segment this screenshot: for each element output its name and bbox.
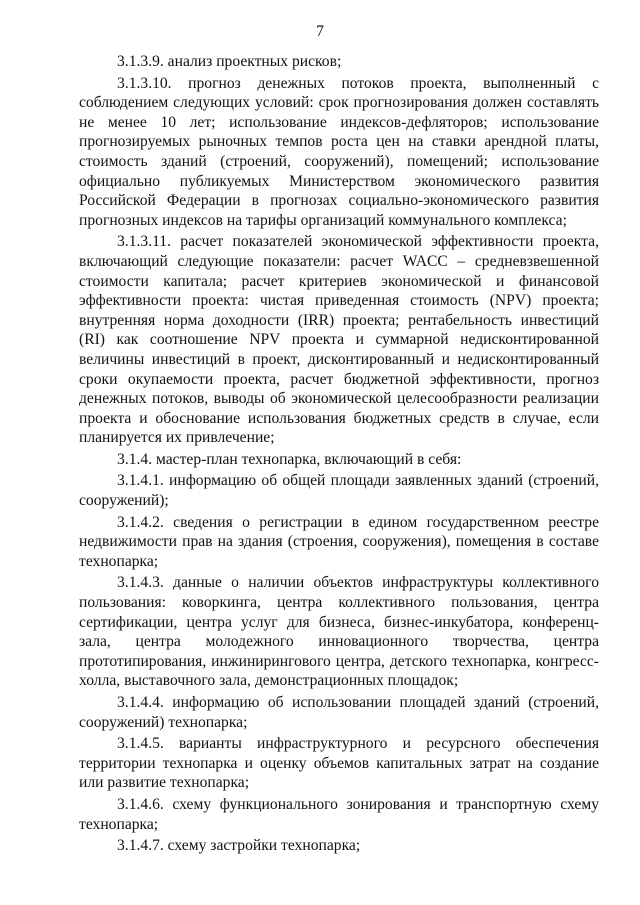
- paragraph-3-1-3-11: 3.1.3.11. расчет показателей экономической эффективности проекта, включающий следующие показатели: расчет WACC – средневзвешенной стоимости капитала; расчет критериев экономической и финансовой эффективности проекта: чистая приведенная стоимость (NPV) проекта; внутренняя норма доходности (IRR) проекта; рентабельность инвестиций (RI) как соотношение NPV проекта и суммарной недисконтированной величины инвестиций в проект, дисконтированный и недисконтированный сроки окупаемости проекта, расчет бюджетной эффективности, прогноз денежных потоков, выводы об экономической целесообразности реализации проекта и обоснование использования бюджетных средств в случае, если планируется их привлечение;: [79, 233, 599, 447]
- paragraph-3-1-4-3: 3.1.4.3. данные о наличии объектов инфраструктуры коллективного пользования: коворкинга, центра коллективного пользования, центра сертификации, центра услуг для бизнеса, бизнес-инкубатора, конференц-зала, центра молодежного инновационного творчества, центра прототипирования, инжинирингового центра, детского технопарка, конгресс-холла, выставочного зала, демонстрационных площадок;: [79, 574, 599, 690]
- page-number: 7: [316, 23, 324, 40]
- document-body: [79, 52, 599, 858]
- paragraph-3-1-4-1: 3.1.4.1. информацию об общей площади заявленных зданий (строений, сооружений);: [79, 472, 599, 510]
- paragraph-3-1-4-6: 3.1.4.6. схему функционального зонирования и транспортную схему технопарка;: [79, 795, 599, 833]
- paragraph-3-1-4-4: 3.1.4.4. информацию об использовании площадей зданий (строений, сооружений) технопарка;: [79, 694, 599, 731]
- paragraph-3-1-4-7: 3.1.4.7. схему застройки технопарка;: [117, 837, 361, 855]
- paragraph-3-1-4-5: 3.1.4.5. варианты инфраструктурного и ресурсного обеспечения территории технопарка и оценку объемов капитальных затрат на создание или развитие технопарка;: [79, 735, 599, 792]
- paragraph-3-1-3-10: 3.1.3.10. прогноз денежных потоков проекта, выполненный с соблюдением следующих условий: срок прогнозирования должен составлять не менее 10 лет; использование индексов-дефляторов; использование прогнозируемых рыночных темпов роста цен на ставки арендной платы, стоимость зданий (строений, сооружений), помещений; использование официально публикуемых Министерством экономического развития Российской Федерации в прогнозах социально-экономического развития прогнозных индексов на тарифы организаций коммунального комплекса;: [79, 74, 599, 229]
- paragraph-3-1-3-9: 3.1.3.9. анализ проектных рисков;: [117, 53, 342, 70]
- paragraph-3-1-4: 3.1.4. мастер-план технопарка, включающий в себя:: [117, 450, 462, 468]
- paragraph-3-1-4-2: 3.1.4.2. сведения о регистрации в едином государственном реестре недвижимости прав на здания (строения, сооружения), помещения в составе технопарка;: [79, 513, 599, 570]
